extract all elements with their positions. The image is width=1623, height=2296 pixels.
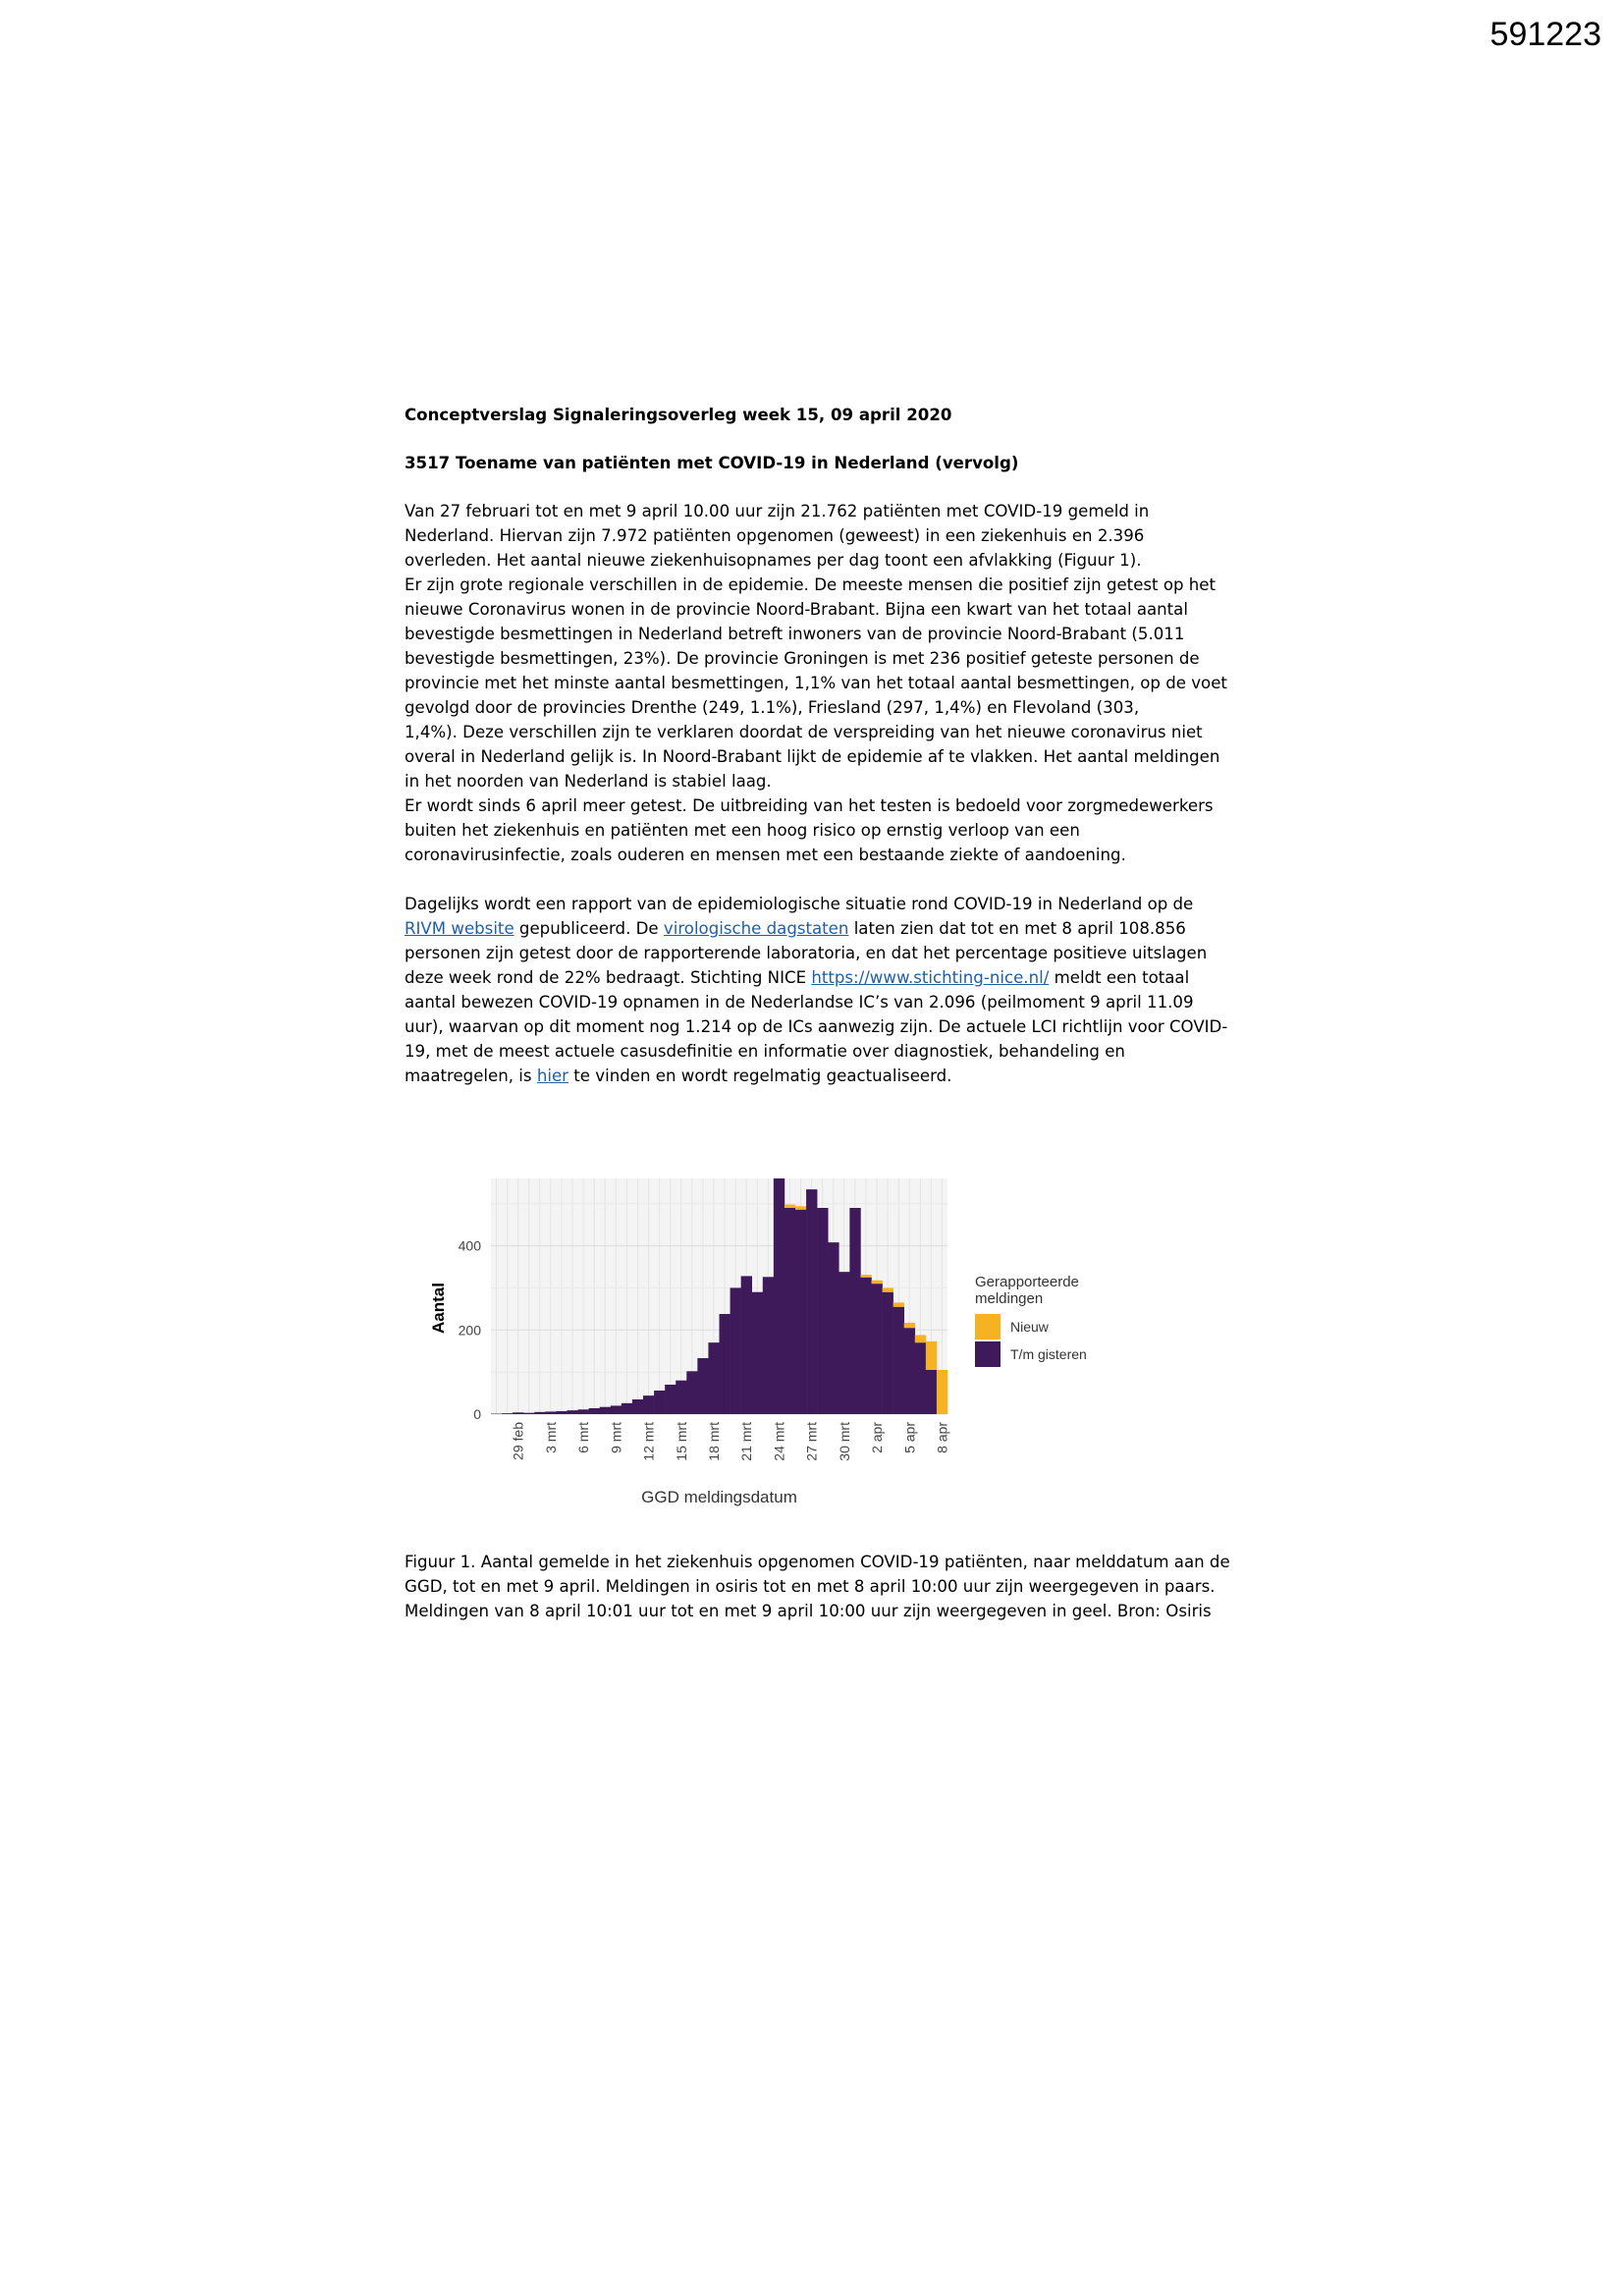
bar-tm-gisteren — [839, 1272, 849, 1414]
text-line: Van 27 februari tot en met 9 april 10.00 uur zijn 21.762 patiënten met COVID-19 gemeld in — [405, 502, 1150, 520]
text-line: coronavirusinfectie, zoals ouderen en mensen met een bestaande ziekte of aandoening. — [405, 846, 1126, 864]
text-line: Er zijn grote regionale verschillen in de epidemie. De meeste mensen die positief zijn getest op het — [405, 575, 1217, 594]
bar-tm-gisteren — [741, 1276, 752, 1414]
section-heading: 3517 Toename van patiënten met COVID-19 in Nederland (vervolg) — [405, 454, 1019, 472]
bar-tm-gisteren — [556, 1411, 567, 1414]
x-tick-label: 5 apr — [901, 1422, 918, 1453]
x-tick-label: 15 mrt — [673, 1422, 689, 1461]
text-line: gevolgd door de provincies Drenthe (249, 1.1%), Friesland (297, 1,4%) en Flevoland (303, — [405, 698, 1140, 717]
x-tick-label: 6 mrt — [575, 1422, 592, 1453]
text-line: bevestigde besmettingen, 23%). De provincie Groningen is met 236 positief geteste personen de — [405, 649, 1200, 668]
text-line: aantal bewezen COVID-19 opnamen in de Nederlandse IC’s van 2.096 (peilmoment 9 april 11.09 — [405, 993, 1194, 1011]
bar-tm-gisteren — [806, 1189, 817, 1414]
bar-tm-gisteren — [568, 1410, 578, 1414]
y-axis-ticks — [459, 1238, 482, 1422]
document-title: Conceptverslag Signaleringsoverleg week 15, 09 april 2020 — [405, 406, 952, 424]
bar-tm-gisteren — [513, 1412, 523, 1414]
bar-tm-gisteren — [774, 1178, 784, 1414]
paragraph-2 — [405, 892, 1239, 1088]
text-line: overleden. Het aantal nieuwe ziekenhuisopnames per dag toont een afvlakking (Figuur 1). — [405, 551, 1142, 570]
text-line: overal in Nederland gelijk is. In Noord-Brabant lijkt de epidemie af te vlakken. Het aantal meldingen — [405, 747, 1220, 766]
x-tick-label: 18 mrt — [705, 1422, 722, 1461]
x-tick-label: 12 mrt — [640, 1422, 657, 1461]
bar-nieuw — [883, 1287, 893, 1291]
bar-tm-gisteren — [697, 1358, 708, 1414]
bar-tm-gisteren — [632, 1399, 643, 1414]
bar-tm-gisteren — [589, 1408, 600, 1414]
lci-richtlijn-link[interactable]: hier — [536, 1066, 569, 1085]
y-tick-label: 200 — [458, 1322, 481, 1339]
bar-nieuw — [795, 1206, 806, 1209]
bar-tm-gisteren — [752, 1292, 763, 1414]
x-tick-label: 29 feb — [510, 1422, 526, 1460]
bar-tm-gisteren — [654, 1391, 665, 1414]
bar-tm-gisteren — [578, 1409, 589, 1414]
legend-key-tm-gisteren — [975, 1341, 1001, 1367]
x-tick-label: 27 mrt — [803, 1422, 820, 1461]
text-line: in het noorden van Nederland is stabiel laag. — [405, 772, 772, 791]
bar-tm-gisteren — [523, 1413, 534, 1414]
bar-tm-gisteren — [622, 1403, 632, 1414]
bar-tm-gisteren — [893, 1307, 904, 1414]
text-line: uur), waarvan op dit moment nog 1.214 op de ICs aanwezig zijn. De actuele LCI richtlijn voor COVID- — [405, 1017, 1228, 1036]
text-line: Er wordt sinds 6 april meer getest. De uitbreiding van het testen is bedoeld voor zorgmedewerkers — [405, 796, 1214, 815]
text-fragment: deze week rond de 22% bedraagt. Stichting NICE — [405, 968, 812, 987]
bar-tm-gisteren — [849, 1208, 860, 1414]
text-line — [405, 916, 1239, 941]
text-line: nieuwe Coronavirus wonen in de provincie Noord-Brabant. Bijna een kwart van het totaal aantal — [405, 600, 1188, 619]
bar-tm-gisteren — [795, 1210, 806, 1414]
bar-tm-gisteren — [828, 1242, 839, 1414]
figure-1-chart — [422, 1169, 1208, 1542]
text-line — [405, 1064, 1239, 1088]
text-fragment: te vinden en wordt regelmatig geactualiseerd. — [568, 1066, 952, 1085]
x-tick-label: 8 apr — [934, 1422, 950, 1453]
bar-tm-gisteren — [720, 1314, 730, 1414]
bar-tm-gisteren — [860, 1278, 871, 1414]
bar-tm-gisteren — [915, 1342, 926, 1414]
legend — [975, 1274, 1087, 1367]
x-tick-label: 3 mrt — [542, 1422, 559, 1453]
bar-tm-gisteren — [611, 1405, 622, 1414]
text-line: buiten het ziekenhuis en patiënten met een hoog risico op ernstig verloop van een — [405, 821, 1080, 840]
bar-chart — [422, 1169, 1208, 1542]
legend-title: meldingen — [975, 1290, 1044, 1307]
bar-tm-gisteren — [502, 1413, 513, 1414]
x-tick-label: 30 mrt — [836, 1422, 852, 1461]
legend-title: Gerapporteerde — [975, 1274, 1079, 1290]
virologische-dagstaten-link[interactable]: virologische dagstaten — [663, 919, 849, 938]
bar-nieuw — [860, 1275, 871, 1278]
bar-tm-gisteren — [708, 1342, 719, 1414]
caption-line: Figuur 1. Aantal gemelde in het ziekenhuis opgenomen COVID-19 patiënten, naar melddatum aan de — [405, 1553, 1230, 1571]
x-tick-label: 9 mrt — [608, 1422, 624, 1453]
rivm-website-link[interactable]: RIVM website — [405, 919, 514, 938]
caption-line: GGD, tot en met 9 april. Meldingen in osiris tot en met 8 april 10:00 uur zijn weergegeven in paars. — [405, 1577, 1216, 1596]
x-tick-label: 2 apr — [869, 1422, 886, 1453]
text-fragment: meldt een totaal — [1049, 968, 1190, 987]
text-line: 1,4%). Deze verschillen zijn te verklaren doordat de verspreiding van het nieuwe coronavirus niet — [405, 723, 1203, 741]
text-line — [405, 965, 1239, 990]
text-line: bevestigde besmettingen in Nederland betreft inwoners van de provincie Noord-Brabant (5.011 — [405, 625, 1185, 643]
figure-caption — [405, 1550, 1239, 1623]
bar-tm-gisteren — [784, 1208, 795, 1414]
bar-tm-gisteren — [534, 1412, 545, 1414]
bar-tm-gisteren — [872, 1284, 883, 1414]
caption-line: Meldingen van 8 april 10:01 uur tot en met 9 april 10:00 uur zijn weergegeven in geel. Bron: Osiris — [405, 1602, 1212, 1620]
text-fragment: laten zien dat tot en met 8 april 108.856 — [848, 919, 1186, 938]
bar-tm-gisteren — [730, 1287, 741, 1414]
document-body — [405, 403, 1239, 1088]
bar-nieuw — [937, 1370, 947, 1414]
x-tick-label: 21 mrt — [738, 1422, 755, 1461]
text-line: Nederland. Hiervan zijn 7.972 patiënten opgenomen (geweest) in een ziekenhuis en 2.396 — [405, 526, 1145, 545]
text-line: 19, met de meest actuele casusdefinitie en informatie over diagnostiek, behandeling en — [405, 1042, 1125, 1061]
x-axis-ticks — [511, 1422, 950, 1461]
bar-nieuw — [784, 1205, 795, 1208]
legend-label: T/m gisteren — [1010, 1346, 1087, 1362]
document-id: 591223 — [1489, 16, 1601, 53]
y-tick-label: 0 — [473, 1406, 481, 1422]
bar-tm-gisteren — [817, 1208, 828, 1414]
bar-tm-gisteren — [686, 1371, 697, 1414]
text-line: Dagelijks wordt een rapport van de epidemiologische situatie rond COVID-19 in Nederland op de — [405, 895, 1194, 913]
bar-tm-gisteren — [676, 1381, 686, 1414]
text-line: provincie met het minste aantal besmettingen, 1,1% van het totaal aantal besmettingen, op de voet — [405, 674, 1227, 692]
bar-nieuw — [872, 1281, 883, 1284]
x-axis-label: GGD meldingsdatum — [641, 1488, 797, 1506]
y-tick-label: 400 — [458, 1237, 481, 1254]
text-fragment: maatregelen, is — [405, 1066, 537, 1085]
bar-nieuw — [893, 1302, 904, 1306]
bar-tm-gisteren — [643, 1395, 654, 1414]
bar-tm-gisteren — [883, 1292, 893, 1414]
text-fragment: gepubliceerd. De — [514, 919, 664, 938]
bar-tm-gisteren — [763, 1277, 774, 1414]
bar-nieuw — [904, 1323, 915, 1328]
paragraph-1 — [405, 499, 1239, 867]
bar-tm-gisteren — [600, 1407, 611, 1414]
y-axis-label: Aantal — [429, 1283, 448, 1334]
bar-tm-gisteren — [545, 1411, 556, 1414]
bar-tm-gisteren — [926, 1370, 937, 1414]
legend-label: Nieuw — [1010, 1319, 1049, 1335]
bar-tm-gisteren — [904, 1328, 915, 1414]
x-tick-label: 24 mrt — [771, 1422, 787, 1461]
stichting-nice-link[interactable]: https://www.stichting-nice.nl/ — [811, 968, 1050, 987]
legend-key-nieuw — [975, 1314, 1001, 1339]
bar-nieuw — [915, 1335, 926, 1342]
bar-nieuw — [926, 1341, 937, 1370]
text-line: personen zijn getest door de rapporterende laboratoria, en dat het percentage positieve uitslagen — [405, 944, 1208, 962]
bar-tm-gisteren — [665, 1385, 676, 1414]
